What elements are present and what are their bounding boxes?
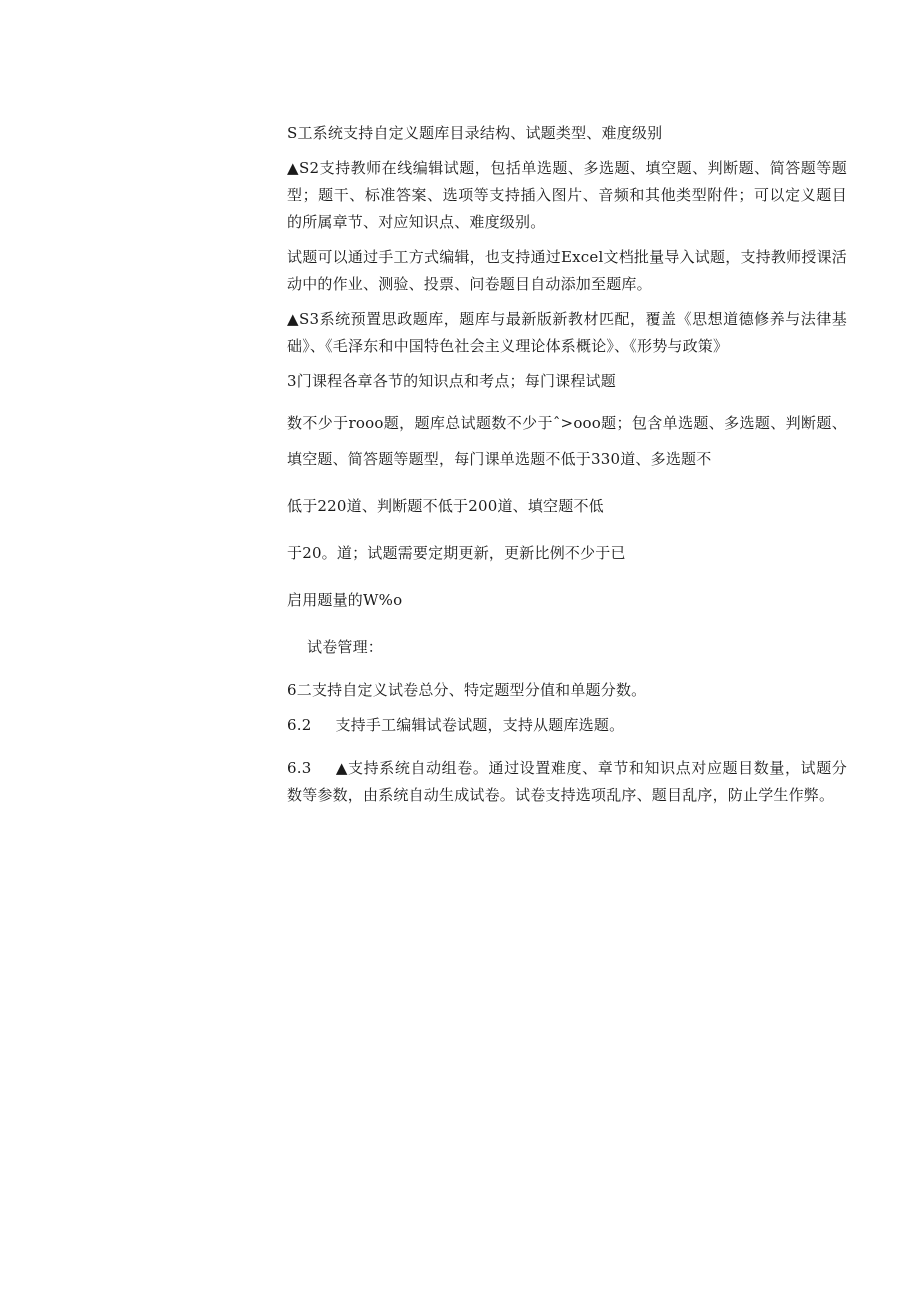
document-body [287, 120, 847, 809]
paragraph-judgment-count: 低于220道、判断题不低于200道、填空题不低 [287, 497, 604, 515]
paragraph-6-3 [287, 755, 847, 809]
paragraph-6-1: 6二支持自定义试卷总分、特定题型分值和单题分数。 [287, 681, 647, 699]
paragraph-6-2 [287, 712, 847, 739]
paragraph-update-ratio: 于20。道；试题需要定期更新，更新比例不少于已 [287, 544, 626, 562]
section-heading-exam-management: 试卷管理： [307, 638, 384, 656]
paragraph-enabled-amount: 启用题量的W%o [287, 591, 403, 609]
paragraph-s1: S工系统支持自定义题库目录结构、试题类型、难度级别 [287, 124, 663, 142]
paragraph-knowledge-points: 3门课程各章各节的知识点和考点；每门课程试题 [287, 372, 616, 390]
clause-number-6-3: 6.3 [287, 759, 312, 777]
clause-text-6-2: 支持手工编辑试卷试题，支持从题库选题。 [335, 716, 625, 734]
paragraph-s3: ▲S3系统预置思政题库，题库与最新版新教材匹配，覆盖《思想道德修养与法律基础》、《毛泽东和中国特色社会主义理论体系概论》、《形势与政策》 [287, 310, 847, 355]
clause-number-6-2: 6.2 [287, 716, 312, 734]
paragraph-question-count: 数不少于rooo题，题库总试题数不少于ˆ>ooo题；包含单选题、多选题、判断题、填空题、简答题等题型，每门课单选题不低于330道、多选题不 [287, 414, 847, 468]
paragraph-excel-import: 试题可以通过手工方式编辑，也支持通过Excel文档批量导入试题，支持教师授课活动中的作业、测验、投票、问卷题目自动添加至题库。 [287, 248, 847, 293]
paragraph-s2: ▲S2支持教师在线编辑试题，包括单选题、多选题、填空题、判断题、简答题等题型；题干、标准答案、选项等支持插入图片、音频和其他类型附件；可以定义题目的所属章节、对应知识点、难度级别。 [287, 159, 847, 231]
clause-text-6-3: ▲支持系统自动组卷。通过设置难度、章节和知识点对应题目数量，试题分数等参数，由系统自动生成试卷。试卷支持选项乱序、题目乱序，防止学生作弊。 [287, 759, 847, 804]
